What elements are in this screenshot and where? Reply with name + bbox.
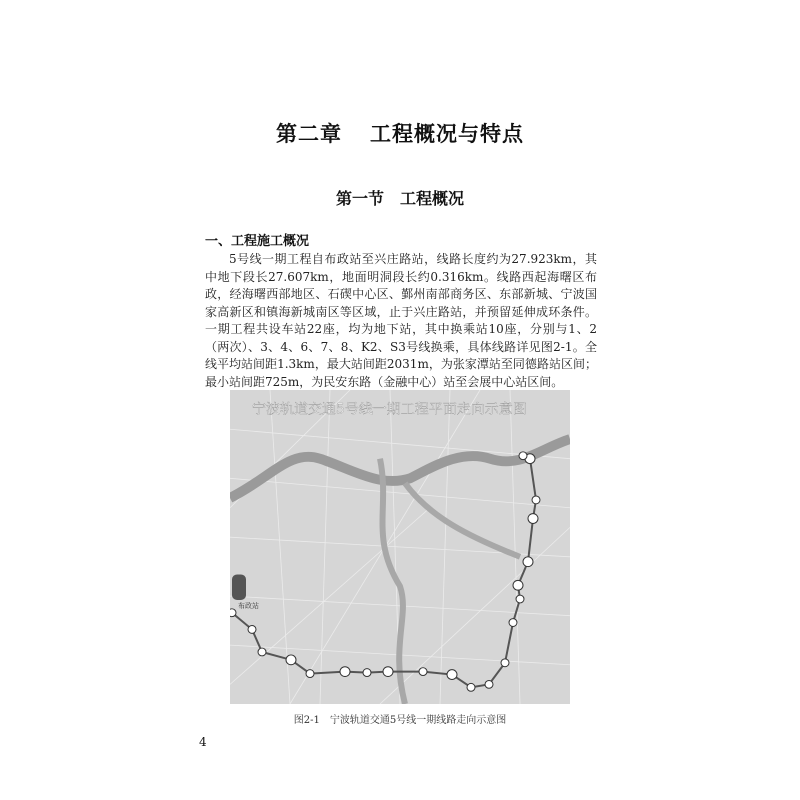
body-paragraph: 5号线一期工程自布政站至兴庄路站，线路长度约为27.923km，其中地下段长27.607km，地面明洞段长约0.316km。线路西起海曙区布政，经海曙西部地区、石碶中心区、鄞州南部商务区、东部新城、宁波国家高新区和镇海新城南区等区域，止于兴庄路站，并预留延伸成环条件。一期工程共设车站22座，均为地下站，其中换乘站10座，分别与1、2（两次）、3、4、6、7、8、K2、S3号线换乘，具体线路详见图2-1。全线平均站间距1.3km，最大站间距2031m，为张家潭站至同德路站区间；最小站间距725m，为民安东路（金融中心）站至会展中心站区间。: [205, 252, 597, 389]
chapter-number: 第二章: [276, 121, 342, 146]
subsection-heading: 一、工程施工概况: [205, 234, 310, 249]
chapter-title: [0, 118, 800, 148]
page-number: 4: [199, 735, 207, 749]
figure-caption: 图2-1 宁波轨道交通5号线一期线路走向示意图: [293, 715, 507, 726]
section-number: 第一节: [335, 189, 384, 208]
map-title: 宁波轨道交通5号线一期工程平面走向示意图: [252, 401, 527, 418]
route-map-figure: [230, 390, 570, 704]
chapter-name: 工程概况与特点: [370, 121, 524, 146]
section-name: 工程概况: [400, 189, 465, 208]
station-label-start: 布政站: [238, 601, 259, 610]
section-title: [0, 186, 800, 209]
lake: [232, 574, 246, 600]
